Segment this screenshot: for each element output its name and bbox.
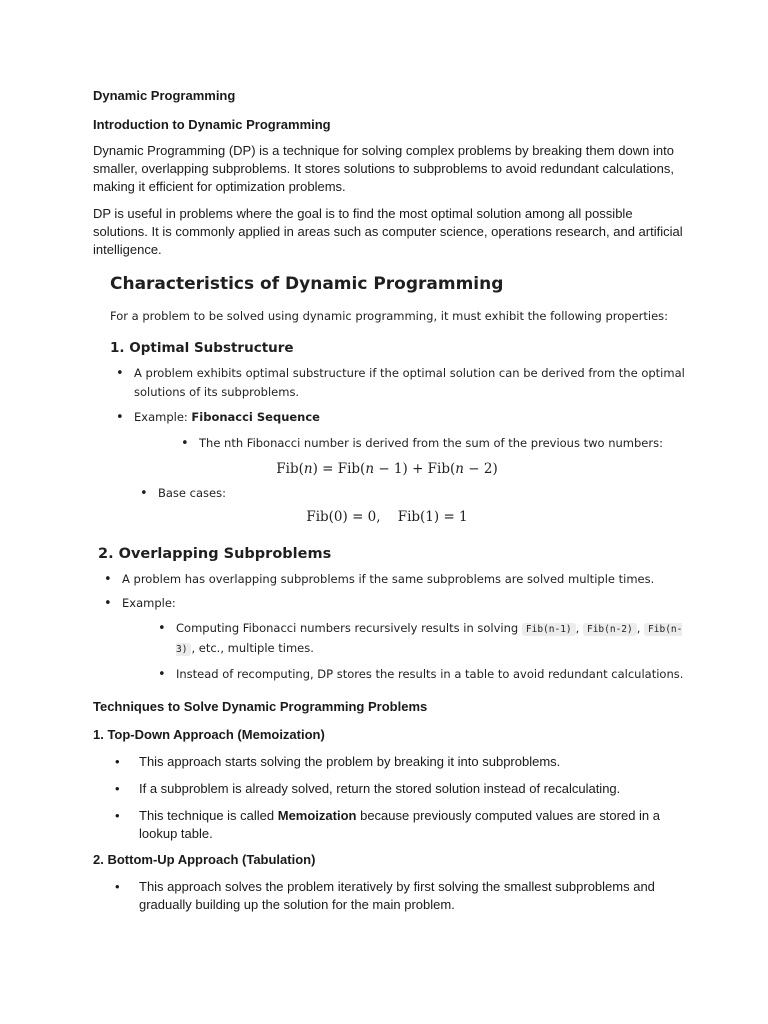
- techniques-section: [93, 698, 683, 914]
- top-down-heading: 1. Top-Down Approach (Memoization): [93, 727, 325, 742]
- top-down-list: [93, 753, 683, 843]
- example-label: Example:: [134, 410, 192, 424]
- overlapping-section: [93, 543, 693, 684]
- fibonacci-base-cases-formula: Fib(0) = 0, Fib(1) = 1: [306, 509, 468, 525]
- characteristics-section: [93, 270, 693, 525]
- code-fib-n-3: Fib(n-3): [176, 624, 683, 655]
- characteristics-intro: For a problem to be solved using dynamic programming, it must exhibit the following properties:: [110, 309, 669, 323]
- overlapping-subproblems-heading: 2. Overlapping Subproblems: [98, 546, 332, 562]
- bottom-up-list: [93, 878, 683, 914]
- overlapping-list: [93, 570, 693, 684]
- techniques-heading: Techniques to Solve Dynamic Programming Problems: [93, 699, 428, 714]
- document-title: Dynamic Programming: [93, 88, 236, 103]
- document-intro: [93, 87, 683, 259]
- list-item: • A problem exhibits optimal substructure if the optimal solution can be derived from the optimal solutions of its subproblems.: [93, 364, 693, 402]
- optimal-substructure-list: [93, 364, 693, 453]
- list-item: • This approach solves the problem iteratively by first solving the smallest subproblems and gradually building up the solution for the main problem.: [93, 878, 683, 914]
- list-item: • If a subproblem is already solved, return the stored solution instead of recalculating.: [93, 780, 683, 798]
- characteristics-heading: Characteristics of Dynamic Programming: [110, 274, 504, 294]
- memoization-term: Memoization: [277, 808, 357, 823]
- code-fib-n-2: Fib(n-2): [583, 623, 637, 636]
- list-item: • This approach starts solving the problem by breaking it into subproblems.: [93, 753, 683, 771]
- bottom-up-heading: 2. Bottom-Up Approach (Tabulation): [93, 852, 316, 867]
- list-item: [93, 594, 693, 684]
- fibonacci-recurrence-formula: Fib(n) = Fib(n − 1) + Fib(n − 2): [276, 461, 498, 477]
- list-item: • This technique is called Memoization because previously computed values are stored in a lookup table.: [93, 807, 683, 843]
- list-item: • Instead of recomputing, DP stores the results in a table to avoid redundant calculations.: [122, 665, 693, 684]
- intro-heading: Introduction to Dynamic Programming: [93, 117, 331, 132]
- optimal-substructure-heading: 1. Optimal Substructure: [110, 340, 294, 356]
- example-label: Example:: [122, 596, 176, 610]
- list-item: [93, 408, 693, 453]
- base-cases-list: [93, 484, 693, 503]
- fibonacci-sublist: [134, 434, 693, 453]
- code-fib-n-1: Fib(n-1): [522, 623, 576, 636]
- list-item: • Base cases:: [93, 484, 693, 503]
- example-name: Fibonacci Sequence: [191, 410, 320, 424]
- intro-paragraph-2: DP is useful in problems where the goal is to find the most optimal solution among all possible solutions. It is commonly applied in areas such as computer science, operations research, and artificial intelligence.: [93, 206, 683, 257]
- overlapping-example-sublist: [122, 619, 693, 684]
- list-item: • The nth Fibonacci number is derived from the sum of the previous two numbers:: [134, 434, 693, 453]
- list-item: • Computing Fibonacci numbers recursively results in solving Fib(n-1) , Fib(n-2) , Fib(n-3) , etc., multiple times.: [122, 619, 693, 659]
- intro-paragraph-1: Dynamic Programming (DP) is a technique for solving complex problems by breaking them down into smaller, overlapping subproblems. It stores solutions to subproblems to avoid redundant calculations, making it efficient for optimization problems.: [93, 143, 674, 194]
- list-item: • A problem has overlapping subproblems if the same subproblems are solved multiple times.: [93, 570, 693, 589]
